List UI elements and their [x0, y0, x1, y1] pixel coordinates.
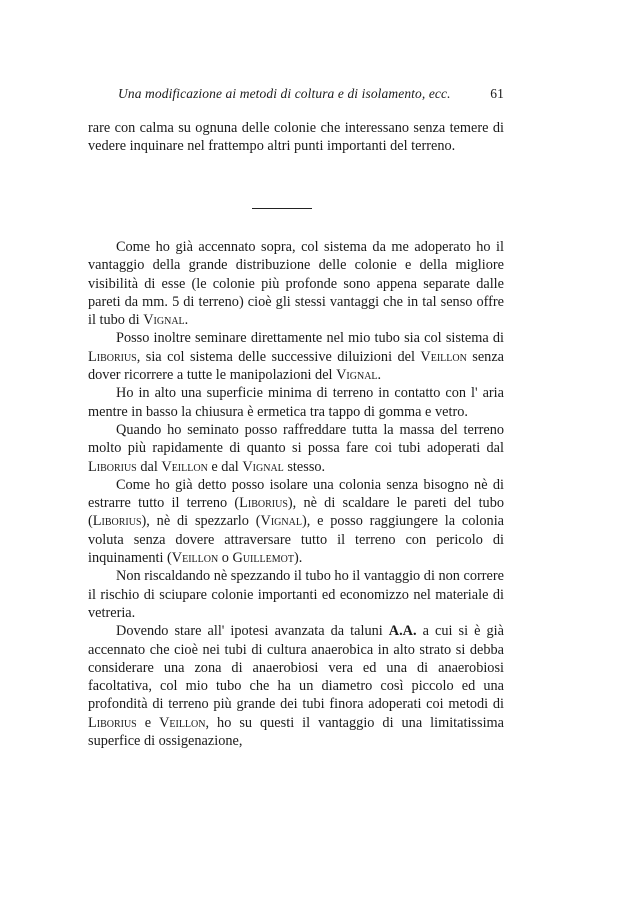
- text-run: Ho in alto una superficie minima di terreno in contatto con l' aria mentre in basso la chiusura è ermetica tra tappo di gomma e vetro.: [88, 385, 504, 420]
- author-name: Vignal: [336, 367, 378, 384]
- paragraph-7: [88, 622, 504, 750]
- author-name: Veillon: [161, 458, 208, 475]
- section-divider-rule: [252, 208, 312, 209]
- text-run: e dal: [207, 458, 243, 475]
- text-run: ), nè di scaldare le pareti del tubo (: [88, 495, 504, 530]
- paragraph-6: [88, 567, 504, 622]
- running-header: [118, 86, 504, 102]
- author-name: Vignal: [260, 513, 302, 530]
- page-number: 61: [490, 86, 504, 101]
- text-run: Come ho già accennato sopra, col sistema da me adoperato ho il vantaggio della grande distribuzione delle colonie e della migliore visibilità di esse (le colonie più profonde sono appena separate dalle pareti da mm. 5 di terreno) cioè gli stessi vantaggi che in tal senso offre il tubo di: [88, 239, 504, 329]
- text-run: Quando ho seminato posso raffreddare tutta la massa del terreno molto più rapidamente di quanto si possa fare coi tubi adoperati dal: [88, 421, 504, 457]
- text-run: ), nè di spezzarlo (: [141, 513, 261, 530]
- top-text-block: [88, 119, 504, 156]
- text-run: Non riscaldando nè spezzando il tubo ho il vantaggio di non correre il rischio di sciupare colonie importanti ed economizzo nel materiale di vetreria.: [88, 568, 504, 621]
- paragraph-3: [88, 384, 504, 421]
- text-run: , sia col sistema delle successive diluizioni del: [136, 348, 421, 365]
- author-name: Liborius: [88, 458, 137, 475]
- author-name: Guillemot: [232, 550, 294, 567]
- author-name: Veillon: [159, 714, 206, 731]
- author-name: Liborius: [88, 714, 137, 731]
- continued-paragraph: rare con calma su ognuna delle colonie che interessano senza temere di vedere inquinare nel frattempo altri punti importanti del terreno.: [88, 120, 504, 155]
- running-title: Una modificazione ai metodi di coltura e di isolamento, ecc.: [118, 86, 451, 101]
- text-run: o: [218, 550, 233, 567]
- author-name: Liborius: [92, 513, 142, 530]
- abbreviation: A.A.: [388, 623, 417, 640]
- text-run: .: [184, 312, 189, 329]
- text-run: .: [377, 367, 382, 384]
- paragraph-1: [88, 238, 504, 329]
- text-run: dal: [136, 458, 162, 475]
- author-name: Liborius: [88, 348, 137, 365]
- text-run: , ho su questi il vantaggio di una limitatissima superfice di ossigenazione,: [88, 714, 505, 750]
- author-name: Liborius: [239, 495, 288, 512]
- body-text-block: [88, 238, 504, 750]
- author-name: Veillon: [420, 348, 467, 365]
- paragraph-5: [88, 476, 504, 567]
- author-name: Veillon: [171, 550, 219, 567]
- text-run: stesso.: [283, 458, 326, 475]
- text-run: Posso inoltre seminare direttamente nel mio tubo sia col sistema di: [116, 330, 504, 347]
- text-run: a cui si è già accennato che cioè nei tubi di cultura anaerobica in alto strato si debba considerare una zona di anaerobiosi vera ed una di anaerobiosi facoltativa, col mio tubo che ha un diametro così piccolo ed una profondità di terreno più grande dei tubi finora adoperati coi metodi di: [88, 623, 504, 713]
- text-run: Come ho già detto posso isolare una colonia senza bisogno nè di estrarre tutto il terreno (: [88, 476, 504, 512]
- text-run: Dovendo stare all' ipotesi avanzata da taluni: [116, 623, 389, 640]
- paragraph-2: [88, 329, 504, 384]
- text-run: ).: [293, 550, 303, 567]
- text-run: senza dover ricorrere a tutte le manipolazioni del: [88, 348, 505, 384]
- paragraph-4: [88, 421, 504, 476]
- text-run: ), e posso raggiungere la colonia voluta senza dovere attraversare tutto il terreno con pericolo di inquinamenti (: [88, 513, 505, 567]
- text-run: e: [136, 714, 160, 731]
- author-name: Vignal: [242, 458, 284, 475]
- author-name: Vignal: [143, 312, 185, 329]
